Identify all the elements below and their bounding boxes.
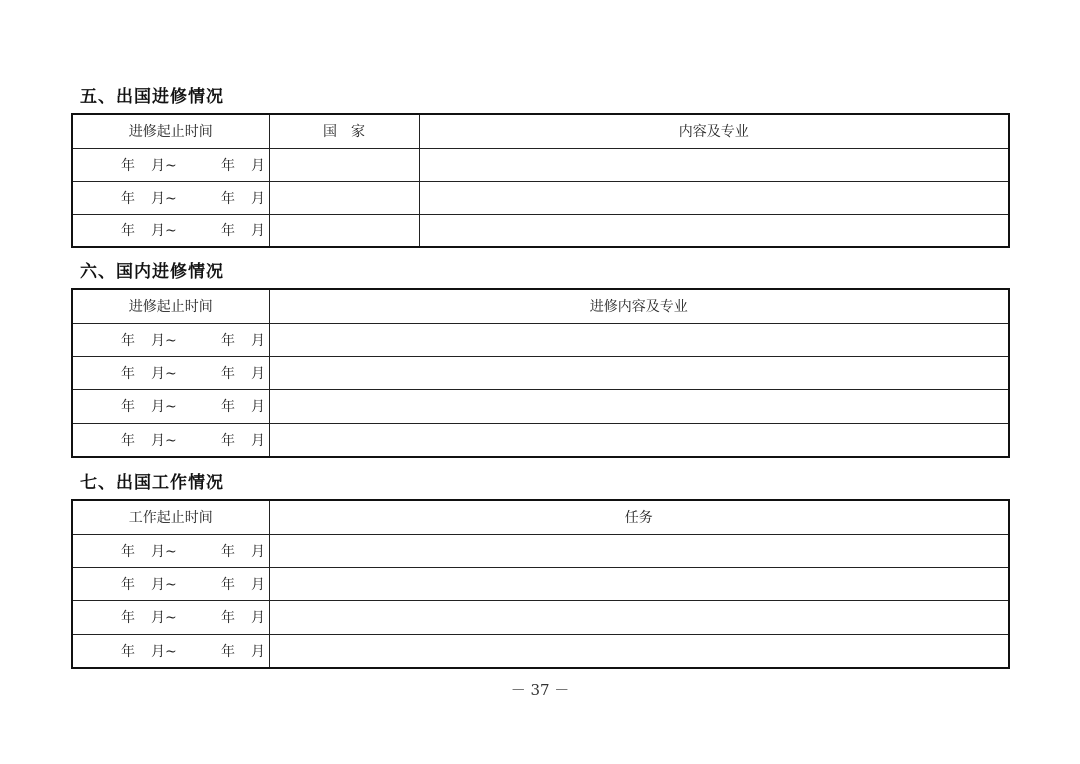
section-7-title: 七、出国工作情况: [80, 473, 224, 493]
table-header-row: [72, 500, 1009, 534]
date-range-cell[interactable]: [72, 423, 269, 457]
content-cell[interactable]: [419, 181, 1009, 214]
table-row: [72, 323, 1009, 356]
month-from-label: 月~: [151, 223, 177, 240]
table-row: [72, 567, 1009, 600]
task-cell[interactable]: [269, 567, 1009, 600]
overseas-study-table: [71, 113, 1010, 248]
month-to-label: 月: [251, 399, 265, 415]
year-to-label: 年: [221, 157, 235, 174]
year-label: 年: [121, 543, 135, 560]
year-label: 年: [121, 643, 135, 660]
overseas-work-table: [71, 499, 1010, 669]
date-range-cell[interactable]: [72, 634, 269, 668]
month-to-label: 月: [251, 543, 265, 560]
task-cell[interactable]: [269, 600, 1009, 634]
month-from-label: 月~: [151, 157, 177, 174]
table-row: [72, 534, 1009, 567]
table-row: [72, 389, 1009, 423]
date-range-cell[interactable]: [72, 534, 269, 567]
year-to-label: 年: [221, 576, 235, 593]
month-to-label: 月: [251, 223, 265, 240]
table-row: [72, 634, 1009, 668]
table-row: [72, 181, 1009, 214]
section-6-title: 六、国内进修情况: [80, 262, 224, 282]
year-label: 年: [121, 365, 135, 382]
domestic-study-table: [71, 288, 1010, 458]
year-to-label: 年: [221, 399, 235, 415]
month-to-label: 月: [251, 190, 265, 207]
month-to-label: 月: [251, 332, 265, 349]
page-number: － 37 －: [510, 681, 570, 699]
month-from-label: 月~: [151, 365, 177, 382]
month-from-label: 月~: [151, 190, 177, 207]
month-from-label: 月~: [151, 643, 177, 660]
header-period: 工作起止时间: [72, 500, 269, 534]
content-cell[interactable]: [419, 148, 1009, 181]
table-row: [72, 356, 1009, 389]
year-to-label: 年: [221, 610, 235, 626]
table-header-row: [72, 114, 1009, 148]
date-range-cell[interactable]: [72, 148, 269, 181]
date-range-cell[interactable]: [72, 567, 269, 600]
header-content: 进修内容及专业: [269, 289, 1009, 323]
task-cell[interactable]: [269, 634, 1009, 668]
year-to-label: 年: [221, 332, 235, 349]
content-cell[interactable]: [419, 214, 1009, 247]
year-label: 年: [121, 576, 135, 593]
table-row: [72, 214, 1009, 247]
content-cell[interactable]: [269, 423, 1009, 457]
country-cell[interactable]: [269, 214, 419, 247]
month-to-label: 月: [251, 643, 265, 660]
month-to-label: 月: [251, 610, 265, 626]
month-to-label: 月: [251, 157, 265, 174]
date-range-cell[interactable]: [72, 323, 269, 356]
year-to-label: 年: [221, 643, 235, 660]
header-task: 任务: [269, 500, 1009, 534]
date-range-cell[interactable]: [72, 356, 269, 389]
month-to-label: 月: [251, 432, 265, 449]
date-range-cell[interactable]: [72, 214, 269, 247]
month-from-label: 月~: [151, 543, 177, 560]
header-country: 国 家: [269, 114, 419, 148]
task-cell[interactable]: [269, 534, 1009, 567]
country-cell[interactable]: [269, 148, 419, 181]
content-cell[interactable]: [269, 323, 1009, 356]
header-content: 内容及专业: [419, 114, 1009, 148]
month-from-label: 月~: [151, 432, 177, 449]
table-row: [72, 600, 1009, 634]
table-row: [72, 148, 1009, 181]
table-header-row: [72, 289, 1009, 323]
year-label: 年: [121, 190, 135, 207]
month-to-label: 月: [251, 576, 265, 593]
header-period: 进修起止时间: [72, 289, 269, 323]
date-range-cell[interactable]: [72, 389, 269, 423]
date-range-cell[interactable]: [72, 181, 269, 214]
header-period: 进修起止时间: [72, 114, 269, 148]
year-to-label: 年: [221, 190, 235, 207]
month-from-label: 月~: [151, 399, 177, 415]
year-to-label: 年: [221, 543, 235, 560]
year-to-label: 年: [221, 432, 235, 449]
country-cell[interactable]: [269, 181, 419, 214]
year-label: 年: [121, 432, 135, 449]
year-to-label: 年: [221, 365, 235, 382]
date-range-cell[interactable]: [72, 600, 269, 634]
year-label: 年: [121, 157, 135, 174]
year-label: 年: [121, 223, 135, 240]
section-5-title: 五、出国进修情况: [80, 87, 224, 107]
year-label: 年: [121, 332, 135, 349]
content-cell[interactable]: [269, 389, 1009, 423]
table-row: [72, 423, 1009, 457]
year-to-label: 年: [221, 223, 235, 240]
year-label: 年: [121, 399, 135, 415]
month-from-label: 月~: [151, 610, 177, 626]
year-label: 年: [121, 610, 135, 626]
month-from-label: 月~: [151, 576, 177, 593]
month-from-label: 月~: [151, 332, 177, 349]
month-to-label: 月: [251, 365, 265, 382]
content-cell[interactable]: [269, 356, 1009, 389]
